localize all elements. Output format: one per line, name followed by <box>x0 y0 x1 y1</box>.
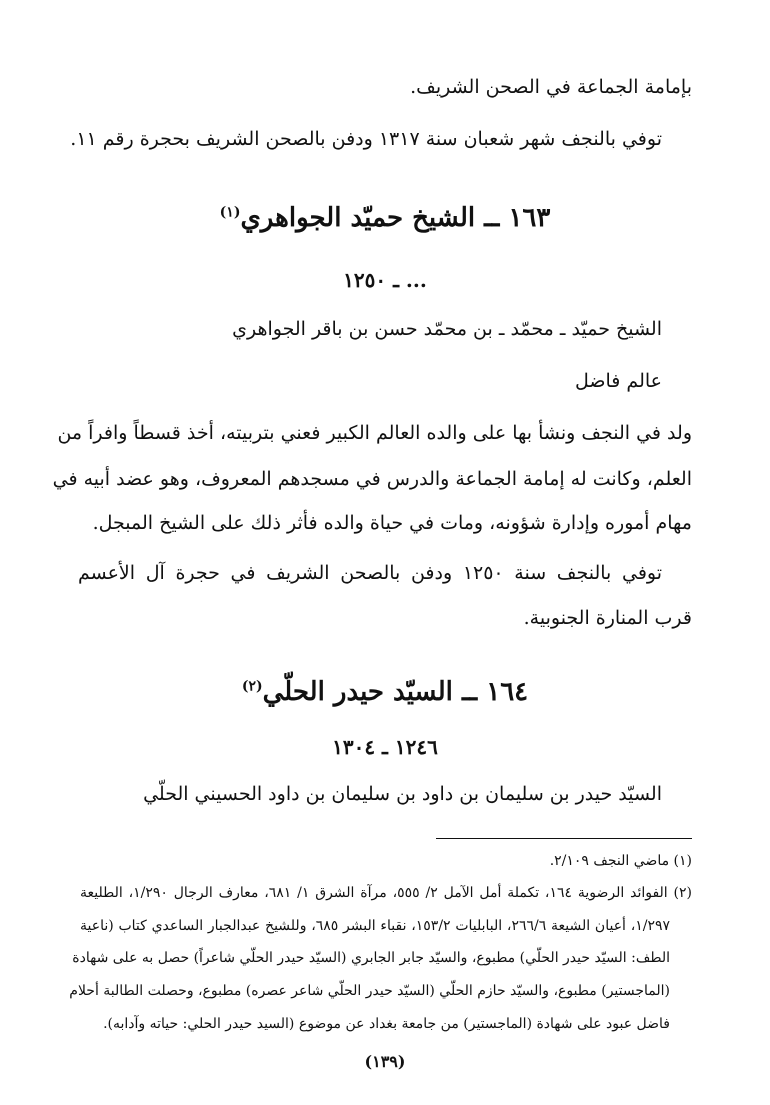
footnote-marker[interactable]: (٢) <box>241 678 263 695</box>
paragraph-line: توفي بالنجف سنة ١٢٥٠ ودفن بالصحن الشريف في حجرة آل الأعسم <box>78 562 663 584</box>
footnote-line: (٢) الفوائد الرضوية ١٦٤، تكملة أمل الآمل ٢/ ٥٥٥، مرآة الشرق ١/ ٦٨١، معارف الرجال ١/٢٩٠، الطليعة <box>80 885 692 901</box>
entry-heading <box>0 203 770 233</box>
text-line: توفي بالنجف شهر شعبان سنة ١٣١٧ ودفن بالصحن الشريف بحجرة رقم ١١. <box>70 128 662 150</box>
footnote-line: الطف: السيّد حيدر الحلّي) مطبوع، والسيّد جابر الجابري (السيّد حيدر الحلّي شاعراً) حصل به على شهادة <box>72 950 670 966</box>
page-number: (١٣٩) <box>364 1052 406 1071</box>
paragraph-line: مهام أموره وإدارة شؤونه، ومات في حياة والده فأثر ذلك على الشيخ المبجل. <box>92 512 692 534</box>
footnote-line: فاضل عبود على شهادة (الماجستير) من جامعة بغداد عن موضوع (السيد حيدر الحلي: حياته وآدابه). <box>103 1016 670 1032</box>
footnote-line: (الماجستير) مطبوع، والسيّد حازم الحلّي (السيّد حيدر الحلّي شاعر عصره) مطبوع، وحصلت الطالبة أحلام <box>69 983 670 999</box>
heading-text: ١٦٣ ــ الشيخ حميّد الجواهري <box>240 203 551 233</box>
footnote-divider <box>436 838 692 839</box>
heading-text: ١٦٤ ــ السيّد حيدر الحلّي <box>262 677 529 707</box>
entry-name: الشيخ حميّد ـ محمّد ـ بن محمّد حسن بن باقر الجواهري <box>232 318 662 340</box>
entry-heading <box>0 677 770 707</box>
paragraph-line: ولد في النجف ونشأ بها على والده العالم الكبير فعني بتربيته، أخذ قسطاً وافراً من <box>57 422 692 444</box>
entry-dates: ... ـ ١٢٥٠ <box>343 268 427 292</box>
entry-name: السيّد حيدر بن سليمان بن داود بن سليمان بن داود الحسيني الحلّي <box>143 783 662 805</box>
footnote-line: ١/٢٩٧، أعيان الشيعة ٢٦٦/٦، البابليات ١٥٣/٢، نقباء البشر ٦٨٥، وللشيخ عبدالجبار الساعدي كتاب (ناعية <box>80 918 671 934</box>
text-line: بإمامة الجماعة في الصحن الشريف. <box>410 76 692 98</box>
entry-dates: ١٢٤٦ ـ ١٣٠٤ <box>332 735 438 759</box>
footnote: (١) ماضي النجف ٢/١٠٩. <box>549 853 692 869</box>
paragraph-line: قرب المنارة الجنوبية. <box>523 607 692 629</box>
paragraph-line: العلم، وكانت له إمامة الجماعة والدرس في مسجدهم المعروف، وهو عضد أبيه في <box>52 468 692 490</box>
footnote-marker[interactable]: (١) <box>219 204 241 221</box>
entry-description: عالم فاضل <box>575 370 662 392</box>
